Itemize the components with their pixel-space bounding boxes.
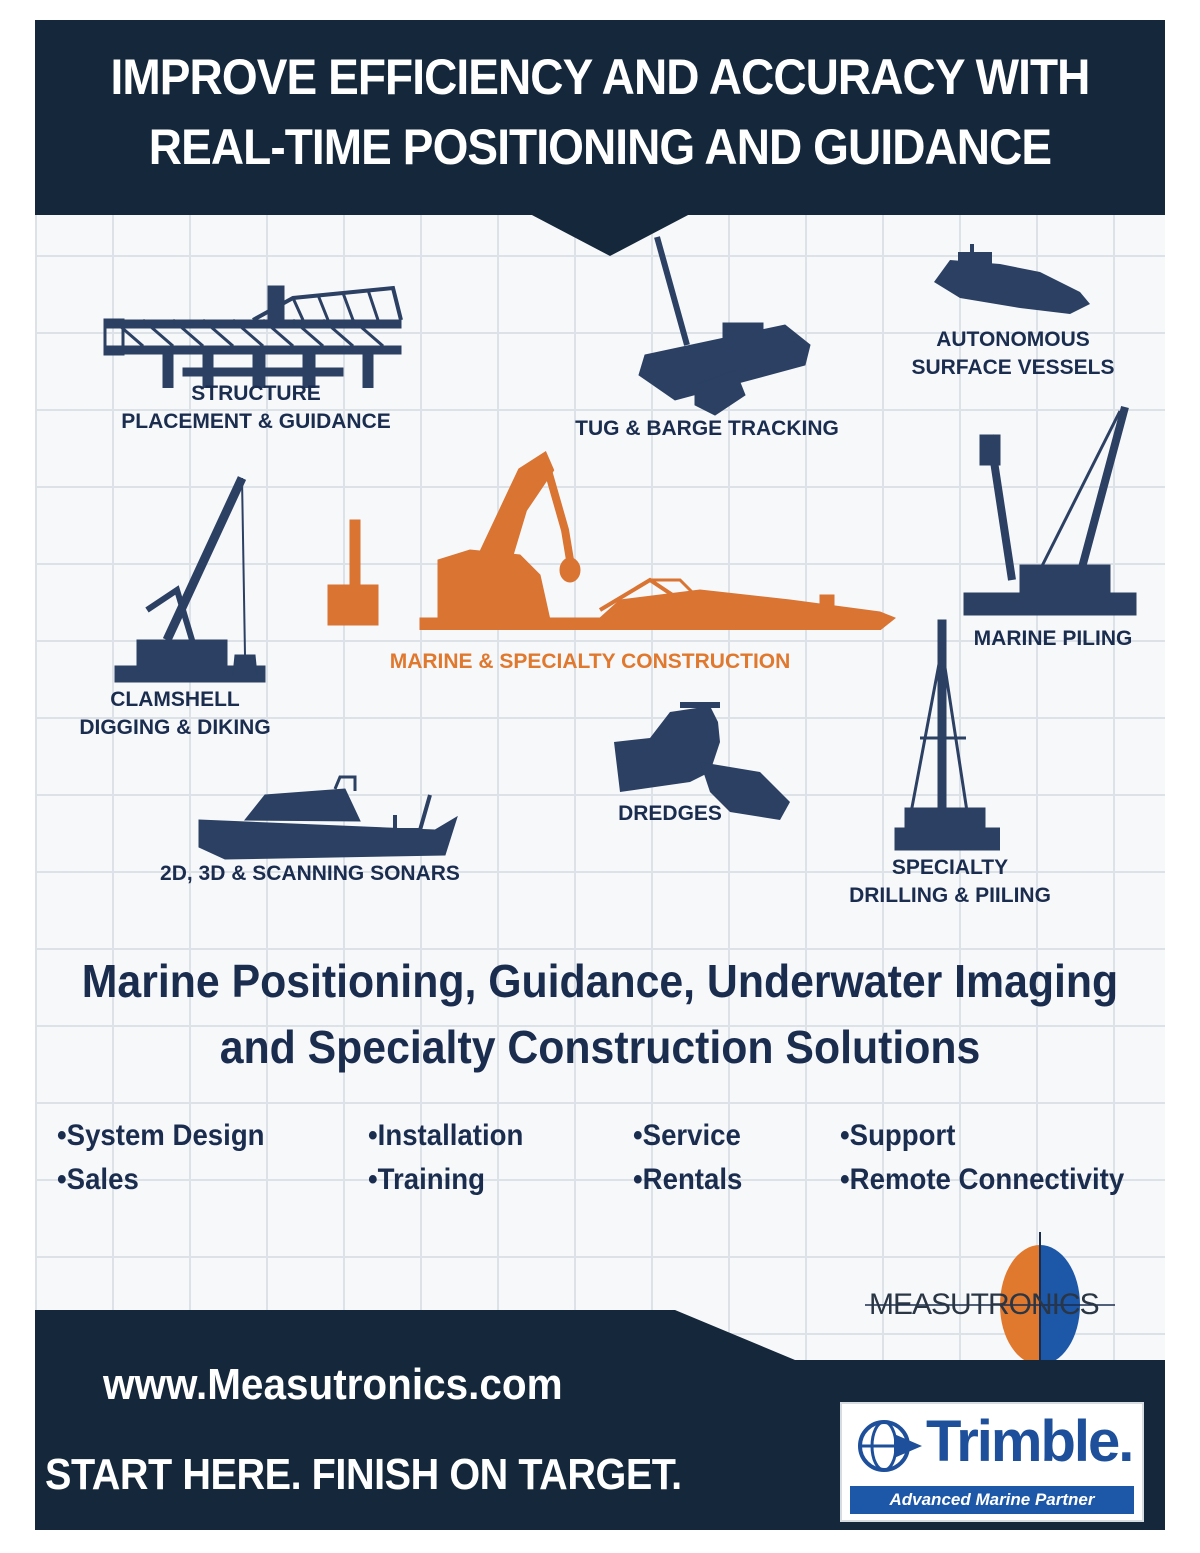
service-item: •Sales: [57, 1163, 139, 1196]
services-column-3: [633, 1114, 742, 1202]
structure-crane-icon: [103, 268, 403, 388]
label-clamshell: CLAMSHELL DIGGING & DIKING: [79, 688, 271, 739]
service-item: •Service: [633, 1119, 741, 1152]
service-item: •Rentals: [633, 1163, 743, 1196]
trimble-partner-badge: [840, 1402, 1144, 1522]
label-structure-placement: STRUCTURE PLACEMENT & GUIDANCE: [121, 382, 391, 433]
services-column-4: [840, 1114, 1124, 1202]
tagline: [75, 948, 1126, 1080]
label-scanning-sonars: 2D, 3D & SCANNING SONARS: [160, 862, 460, 885]
label-marine-specialty-construction: MARINE & SPECIALTY CONSTRUCTION: [389, 650, 791, 673]
service-item: •Training: [368, 1163, 486, 1196]
marine-piling-crane-icon: [960, 405, 1140, 620]
clamshell-crane-icon: [107, 470, 307, 705]
measutronics-logo-text: MEASUTRONICS: [869, 1288, 1099, 1321]
service-item: •Support: [840, 1119, 956, 1152]
tug-barge-icon: [635, 235, 815, 425]
trimble-wordmark: Trimble.: [926, 1409, 1133, 1474]
drilling-rig-icon: [890, 618, 1000, 854]
headline: [80, 42, 1120, 182]
services-column-1: [57, 1114, 265, 1202]
headline-line-2: REAL-TIME POSITIONING AND GUIDANCE: [148, 119, 1052, 175]
tagline-line-2: and Specialty Construction Solutions: [219, 1021, 981, 1073]
service-item: •Installation: [368, 1119, 524, 1152]
label-tug-barge-tracking: TUG & BARGE TRACKING: [575, 417, 839, 440]
label-specialty-drilling: SPECIALTY DRILLING & PIILING: [849, 856, 1051, 907]
excavator-barge-icon: [320, 450, 900, 630]
website-url[interactable]: www.Measutronics.com: [103, 1360, 563, 1409]
trimble-partner-label: Advanced Marine Partner: [850, 1486, 1134, 1514]
slogan: START HERE. FINISH ON TARGET.: [45, 1450, 682, 1499]
tagline-line-1: Marine Positioning, Guidance, Underwater Imaging: [81, 955, 1119, 1007]
label-marine-piling: MARINE PILING: [973, 627, 1133, 650]
service-item: •System Design: [57, 1119, 265, 1152]
service-item: •Remote Connectivity: [840, 1163, 1125, 1196]
autonomous-vessel-icon: [930, 242, 1100, 322]
poster: [35, 20, 1165, 1530]
label-dredges: DREDGES: [618, 802, 722, 825]
label-autonomous-surface-vessels: AUTONOMOUS SURFACE VESSELS: [911, 328, 1115, 379]
header-banner: [35, 20, 1165, 215]
services-column-2: [368, 1114, 523, 1202]
trimble-globe-icon: [854, 1414, 924, 1478]
headline-line-1: IMPROVE EFFICIENCY AND ACCURACY WITH: [110, 49, 1090, 105]
